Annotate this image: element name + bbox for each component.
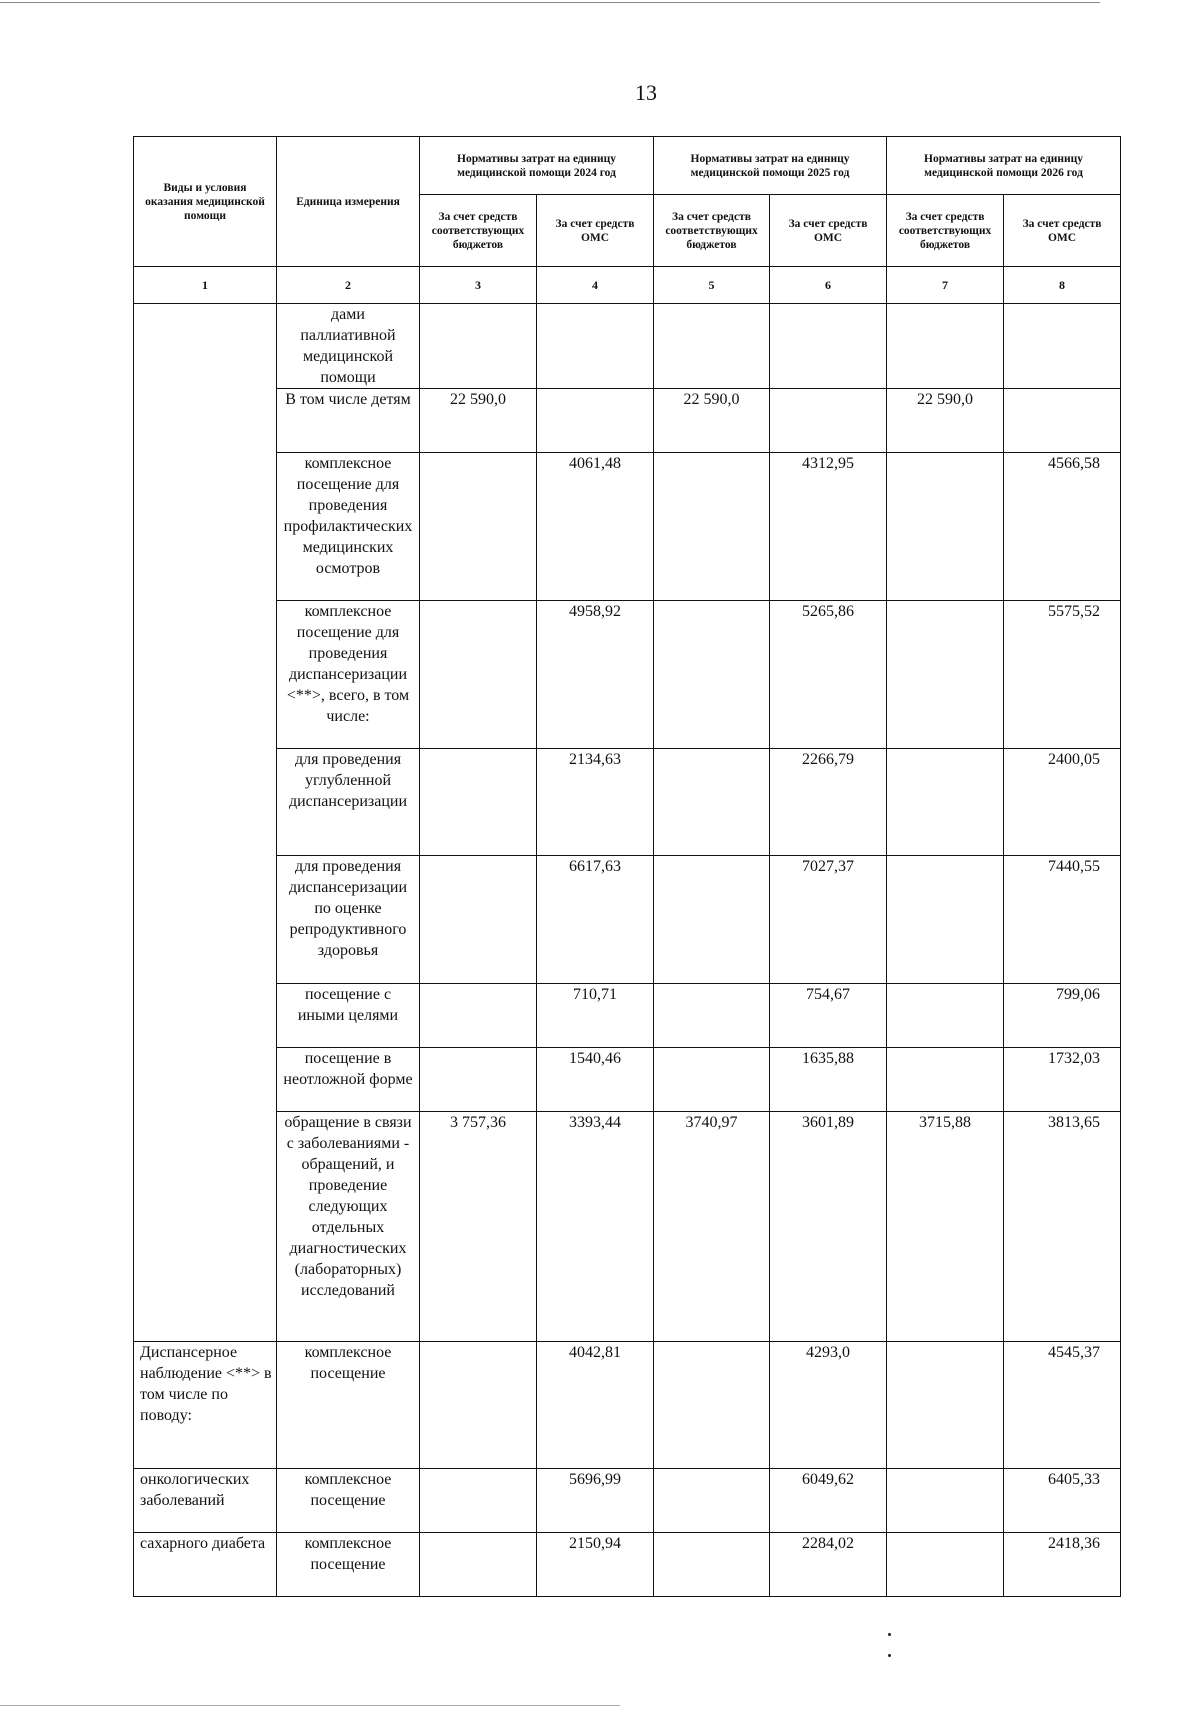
table-row xyxy=(134,984,1121,1048)
value-cell xyxy=(770,389,887,453)
value-cell: 3 757,36 xyxy=(420,1112,537,1342)
value-cell xyxy=(537,389,654,453)
header-oms-2026: За счет средств ОМС xyxy=(1004,195,1121,267)
scan-speck xyxy=(888,1654,891,1657)
header-unit: Единица измерения xyxy=(277,137,420,267)
value-cell: 2134,63 xyxy=(537,749,654,856)
cost-norms-table xyxy=(133,136,1121,1597)
value-cell xyxy=(887,1342,1004,1469)
unit-cell: комплексное посещение xyxy=(277,1342,420,1469)
value-cell xyxy=(420,601,537,749)
header-group-2026: Нормативы затрат на единицу медицинской помощи 2026 год xyxy=(887,137,1121,195)
unit-cell: для проведения углубленной диспансеризации xyxy=(277,749,420,856)
table-row xyxy=(134,1048,1121,1112)
value-cell xyxy=(420,1342,537,1469)
table-row xyxy=(134,749,1121,856)
kind-cell: сахарного диабета xyxy=(134,1533,277,1597)
value-cell xyxy=(887,749,1004,856)
value-cell xyxy=(420,749,537,856)
column-number: 4 xyxy=(537,267,654,304)
header-kinds-conditions: Виды и условия оказания медицинской помощи xyxy=(134,137,277,267)
table-row xyxy=(134,1469,1121,1533)
kind-cell: онкологических заболеваний xyxy=(134,1469,277,1533)
table-row xyxy=(134,453,1121,601)
value-cell xyxy=(887,1533,1004,1597)
value-cell xyxy=(1004,389,1121,453)
value-cell xyxy=(887,601,1004,749)
table-row xyxy=(134,601,1121,749)
scan-edge-top xyxy=(0,2,1100,3)
kind-cell-continued xyxy=(134,304,277,1342)
table-row xyxy=(134,1342,1121,1469)
value-cell: 1635,88 xyxy=(770,1048,887,1112)
value-cell: 6405,33 xyxy=(1004,1469,1121,1533)
value-cell: 22 590,0 xyxy=(887,389,1004,453)
value-cell: 799,06 xyxy=(1004,984,1121,1048)
value-cell: 3601,89 xyxy=(770,1112,887,1342)
value-cell xyxy=(654,304,770,389)
value-cell: 3813,65 xyxy=(1004,1112,1121,1342)
value-cell: 5575,52 xyxy=(1004,601,1121,749)
unit-cell: комплексное посещение xyxy=(277,1469,420,1533)
value-cell: 3393,44 xyxy=(537,1112,654,1342)
value-cell: 2400,05 xyxy=(1004,749,1121,856)
unit-cell: комплексное посещение для проведения профилактических медицинских осмотров xyxy=(277,453,420,601)
value-cell: 3715,88 xyxy=(887,1112,1004,1342)
value-cell: 1540,46 xyxy=(537,1048,654,1112)
value-cell: 4061,48 xyxy=(537,453,654,601)
header-oms-2024: За счет средств ОМС xyxy=(537,195,654,267)
column-number: 6 xyxy=(770,267,887,304)
scan-edge-bottom xyxy=(0,1705,620,1706)
value-cell xyxy=(654,1469,770,1533)
value-cell xyxy=(887,304,1004,389)
value-cell xyxy=(420,1469,537,1533)
value-cell: 22 590,0 xyxy=(420,389,537,453)
value-cell xyxy=(420,856,537,984)
value-cell: 710,71 xyxy=(537,984,654,1048)
value-cell xyxy=(887,1048,1004,1112)
unit-cell: для проведения диспансеризации по оценке репродуктивного здоровья xyxy=(277,856,420,984)
value-cell: 4545,37 xyxy=(1004,1342,1121,1469)
value-cell: 4958,92 xyxy=(537,601,654,749)
page-number: 13 xyxy=(635,80,657,105)
value-cell xyxy=(770,304,887,389)
value-cell xyxy=(537,304,654,389)
table-row xyxy=(134,389,1121,453)
value-cell: 2284,02 xyxy=(770,1533,887,1597)
value-cell xyxy=(654,453,770,601)
value-cell: 5696,99 xyxy=(537,1469,654,1533)
column-number: 1 xyxy=(134,267,277,304)
value-cell: 22 590,0 xyxy=(654,389,770,453)
column-number: 8 xyxy=(1004,267,1121,304)
value-cell xyxy=(887,453,1004,601)
table-row xyxy=(134,304,1121,389)
value-cell xyxy=(887,984,1004,1048)
unit-cell: В том числе детям xyxy=(277,389,420,453)
unit-cell: посещение в неотложной форме xyxy=(277,1048,420,1112)
header-oms-2025: За счет средств ОМС xyxy=(770,195,887,267)
scan-speck xyxy=(888,1633,891,1636)
header-budget-2025: За счет средств соответствующих бюджетов xyxy=(654,195,770,267)
table-row xyxy=(134,856,1121,984)
value-cell: 4566,58 xyxy=(1004,453,1121,601)
column-number: 5 xyxy=(654,267,770,304)
header-budget-2024: За счет средств соответствующих бюджетов xyxy=(420,195,537,267)
value-cell xyxy=(420,304,537,389)
value-cell xyxy=(420,1048,537,1112)
value-cell xyxy=(654,984,770,1048)
unit-cell: комплексное посещение xyxy=(277,1533,420,1597)
value-cell xyxy=(420,453,537,601)
value-cell: 3740,97 xyxy=(654,1112,770,1342)
value-cell: 2418,36 xyxy=(1004,1533,1121,1597)
value-cell xyxy=(887,856,1004,984)
value-cell xyxy=(887,1469,1004,1533)
value-cell: 7027,37 xyxy=(770,856,887,984)
unit-cell: комплексное посещение для проведения диспансеризации <**>, всего, в том числе: xyxy=(277,601,420,749)
value-cell: 2150,94 xyxy=(537,1533,654,1597)
value-cell: 6049,62 xyxy=(770,1469,887,1533)
value-cell xyxy=(654,856,770,984)
value-cell xyxy=(1004,304,1121,389)
header-group-2025: Нормативы затрат на единицу медицинской помощи 2025 год xyxy=(654,137,887,195)
value-cell: 4042,81 xyxy=(537,1342,654,1469)
unit-cell: посещение с иными целями xyxy=(277,984,420,1048)
value-cell xyxy=(420,984,537,1048)
header-budget-2026: За счет средств соответствующих бюджетов xyxy=(887,195,1004,267)
value-cell: 754,67 xyxy=(770,984,887,1048)
column-number: 7 xyxy=(887,267,1004,304)
value-cell: 2266,79 xyxy=(770,749,887,856)
value-cell: 4293,0 xyxy=(770,1342,887,1469)
column-number: 3 xyxy=(420,267,537,304)
value-cell: 1732,03 xyxy=(1004,1048,1121,1112)
value-cell xyxy=(654,1048,770,1112)
value-cell xyxy=(654,601,770,749)
value-cell xyxy=(654,1342,770,1469)
table-row xyxy=(134,1112,1121,1342)
header-group-2024: Нормативы затрат на единицу медицинской помощи 2024 год xyxy=(420,137,654,195)
table-row xyxy=(134,1533,1121,1597)
column-number: 2 xyxy=(277,267,420,304)
value-cell: 7440,55 xyxy=(1004,856,1121,984)
value-cell: 6617,63 xyxy=(537,856,654,984)
unit-cell: дами паллиативной медицинской помощи xyxy=(277,304,420,389)
value-cell: 4312,95 xyxy=(770,453,887,601)
value-cell: 5265,86 xyxy=(770,601,887,749)
value-cell xyxy=(654,1533,770,1597)
kind-cell: Диспансерное наблюдение <**> в том числе по поводу: xyxy=(134,1342,277,1469)
value-cell xyxy=(654,749,770,856)
unit-cell: обращение в связи с заболеваниями - обращений, и проведение следующих отдельных диагностических (лабораторных) исследований xyxy=(277,1112,420,1342)
value-cell xyxy=(420,1533,537,1597)
